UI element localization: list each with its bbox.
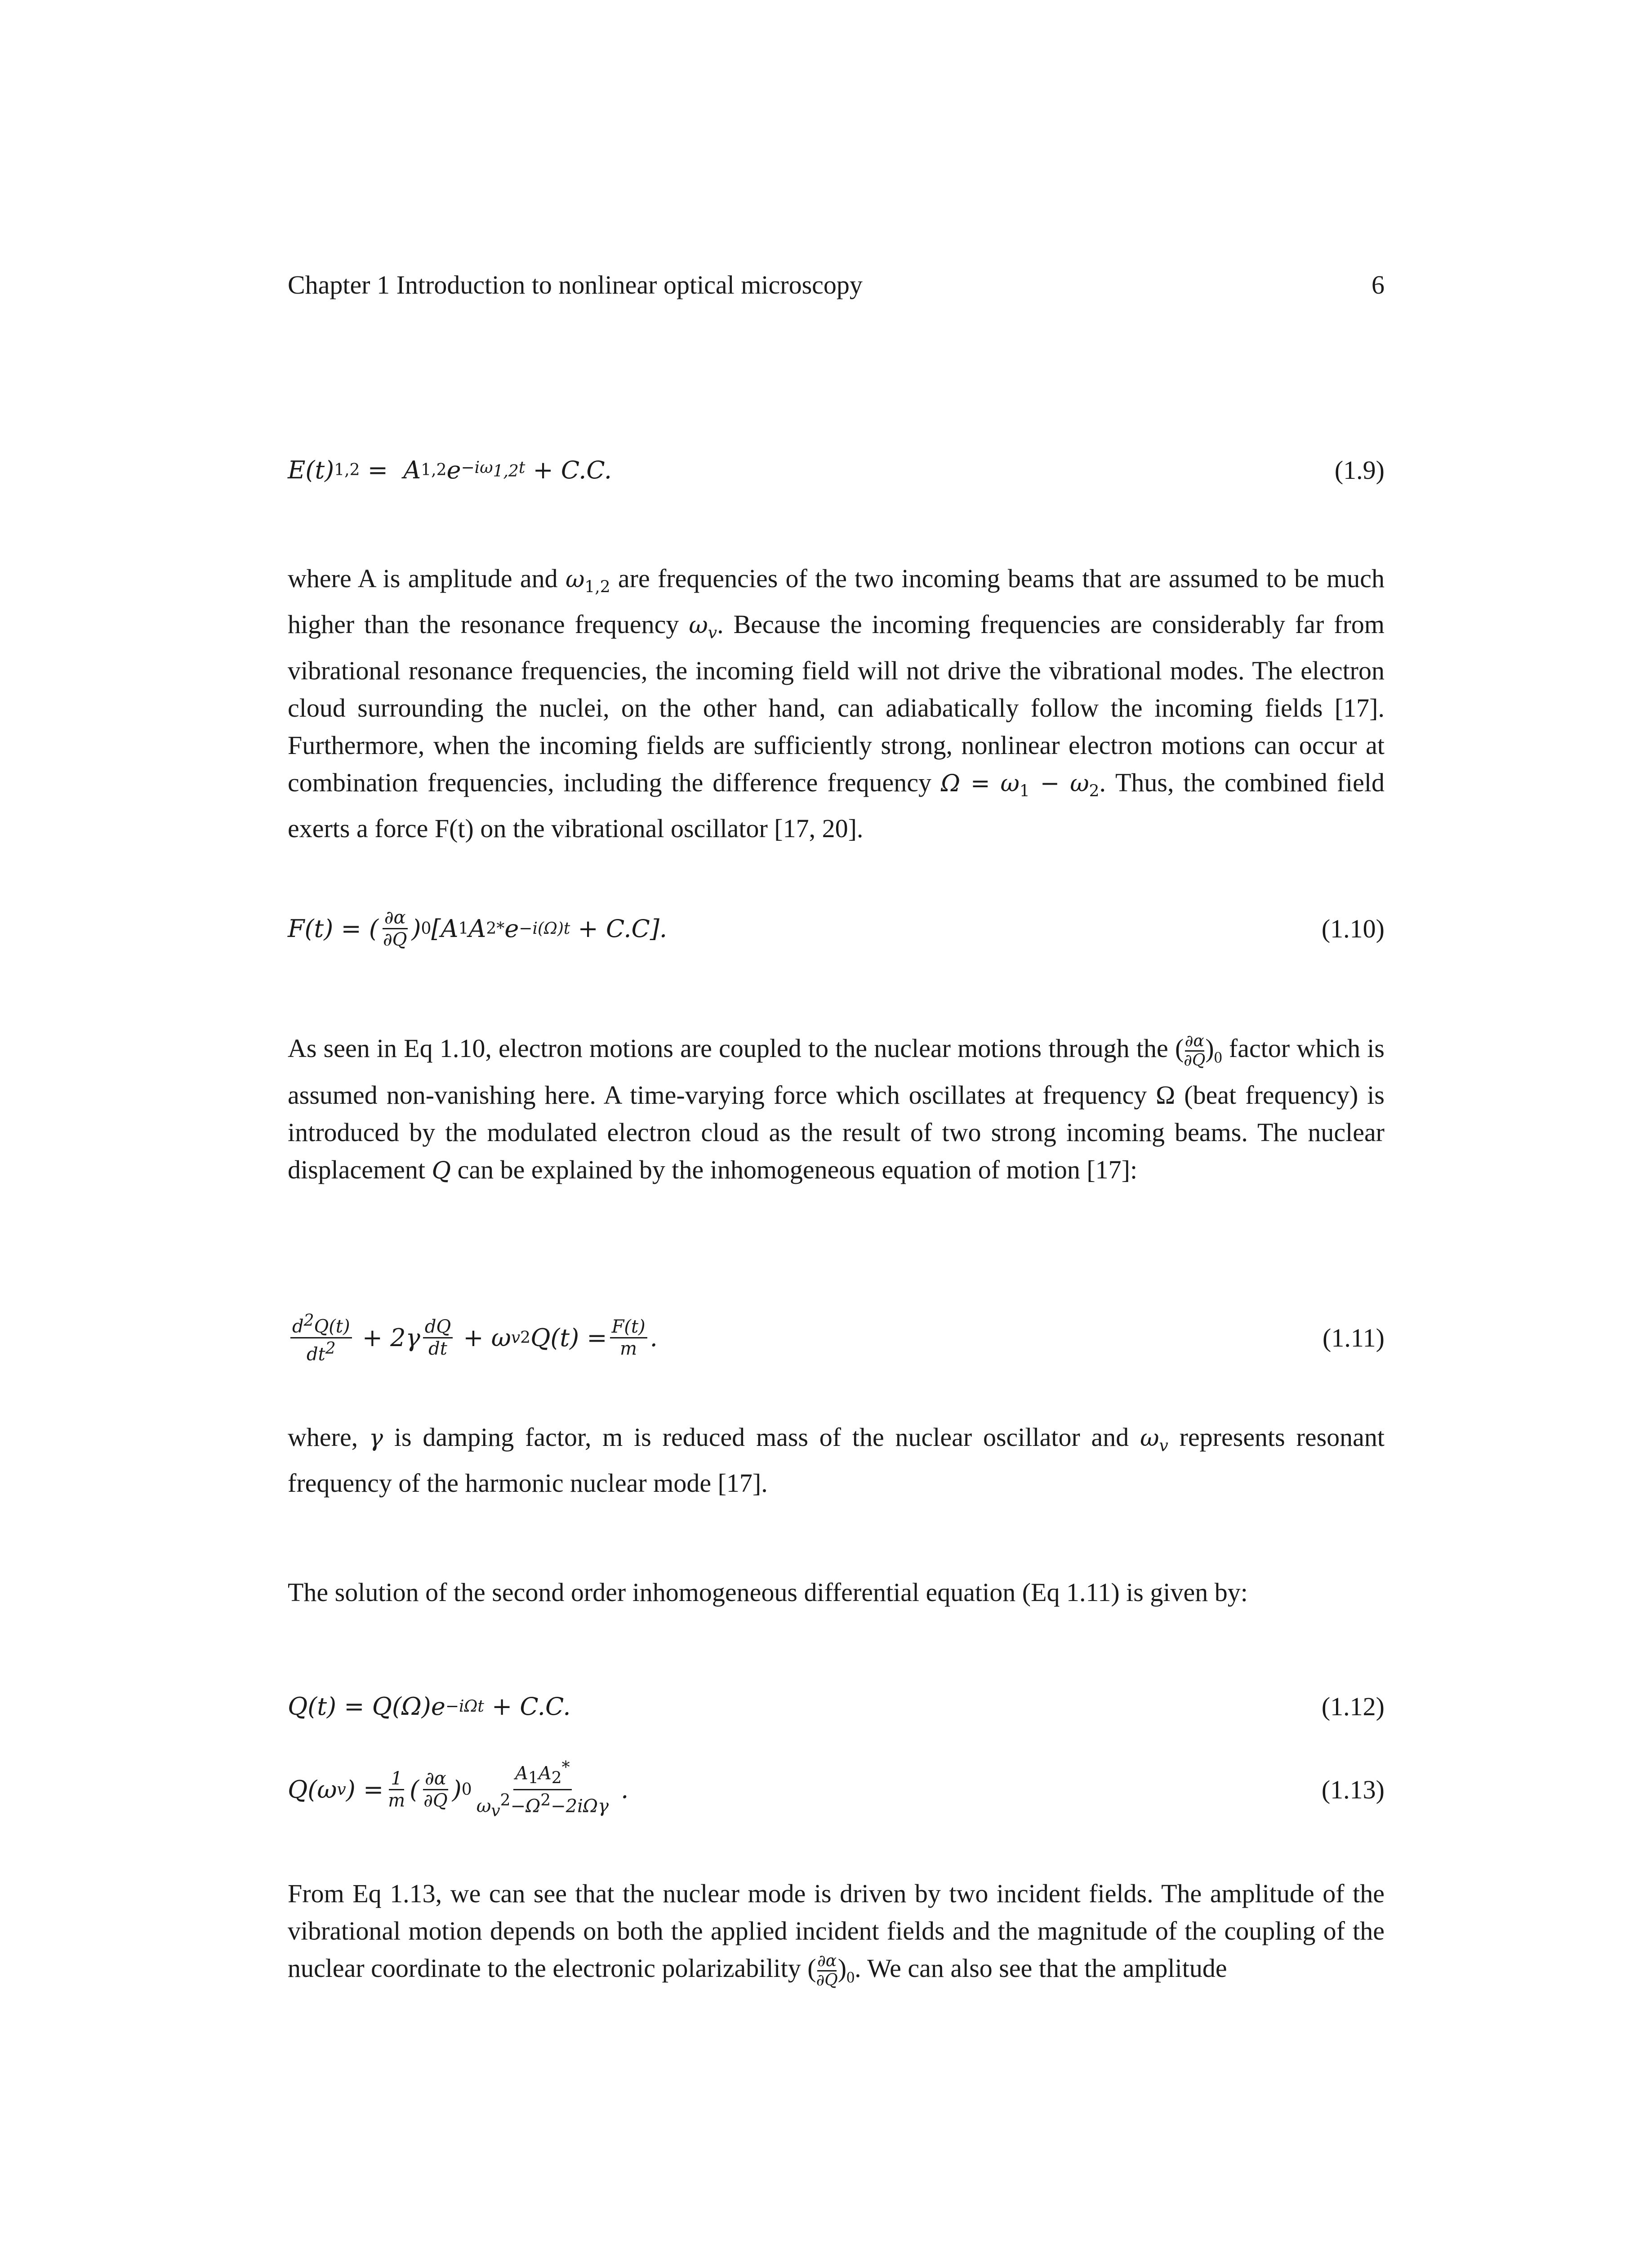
running-header xyxy=(288,270,1385,306)
equation-number: (1.11) xyxy=(1322,1323,1385,1352)
paragraph-text: factor which is assumed non-vanishing here. A time-varying force which oscillates at frequency Ω (beat frequency) is introduced by the modulated electron cloud as the result of two strong incoming beams. The nuclear displacement xyxy=(288,1034,1385,1184)
math-partial-alpha-q: $\frac{\partial\alpha}{\partial Q}$ xyxy=(1184,1032,1206,1070)
math-omega-v: $\omega_v$ xyxy=(689,612,717,642)
equation-1-13 xyxy=(288,1758,1385,1820)
math-q: Q xyxy=(432,1157,451,1184)
paragraph-text: . Thus, the combined field exerts a force F(t) on the vibrational oscillator [17, 20]. xyxy=(288,767,1385,843)
paragraph-solution xyxy=(288,1574,1385,1611)
equation-1-12-body: Q(t) = Q(Ω)e −iΩt + C.C. xyxy=(288,1692,571,1721)
equation-number: (1.12) xyxy=(1321,1691,1385,1721)
equation-1-11-body: $\frac{d^2Q(t)}{dt^2}$ + 2γ $\frac{dQ}{dt}$ + ω v 2 Q(t) = $\frac{F(t)}{m}$ . xyxy=(288,1311,658,1365)
equation-1-12 xyxy=(288,1679,1385,1733)
paragraph-text: As seen in Eq 1.10, electron motions are coupled to the nuclear motions through the xyxy=(288,1034,1175,1063)
paragraph-text: where, xyxy=(288,1423,369,1452)
paragraph-text: The solution of the second order inhomogeneous differential equation (Eq 1.11) is given by: xyxy=(288,1578,1248,1607)
paragraph-frequencies xyxy=(288,560,1385,847)
math-difference-frequency: $\Omega = \omega_1 - \omega_2$ xyxy=(940,770,1100,801)
paragraph-text: From Eq 1.13, we can see that the nuclear mode is driven by two incident fields. The amplitude of the vibrational motion depends on both the applied incident fields and the magnitude of the coupling of the nuclear coordinate to the electronic polarizability xyxy=(288,1879,1385,1983)
page-number: 6 xyxy=(1371,270,1385,299)
equation-1-11 xyxy=(288,1311,1385,1365)
equation-1-13-body: Q(ω v ) = $\frac{1}{m}$ ( $\frac{\partial\alpha}{\partial Q}$ ) 0 $\frac{A_1A_2^*}{\omega_v^2-\Omega^2-2i\Omega\gamma}$ . xyxy=(288,1758,629,1820)
paragraph-text: can be explained by the inhomogeneous equation of motion [17]: xyxy=(451,1155,1138,1184)
paragraph-text: represents resonant frequency of the harmonic nuclear mode [17]. xyxy=(288,1423,1385,1498)
math-partial-alpha-q: $\frac{\partial\alpha}{\partial Q}$ xyxy=(816,1952,838,1990)
math-omega-12: $\omega_{1,2}$ xyxy=(565,566,610,597)
paragraph-nuclear-mode: From Eq 1.13, we can see that the nuclear mode is driven by two incident fields. The amplitude of the vibrational motion depends on both the applied incident fields and the magnitude of the coupling of the nuclear coordinate to the electronic polarizability ( $\frac{\partial\alpha}{\partial Q}$ )$_0$. We can also see that the amplitude xyxy=(288,1879,1385,1990)
paragraph-damping xyxy=(288,1418,1385,1502)
equation-number: (1.10) xyxy=(1321,914,1385,943)
math-gamma: γ xyxy=(369,1425,383,1452)
math-omega-v: $\omega_v$ xyxy=(1140,1425,1168,1455)
equation-1-9 xyxy=(288,443,1385,497)
paragraph-text: . We can also see that the amplitude xyxy=(855,1954,1227,1983)
paragraph-text: are frequencies of the two incoming beams that are assumed to be much higher than the resonance frequency xyxy=(288,564,1385,639)
equation-number: (1.9) xyxy=(1334,455,1385,485)
paragraph-text: is damping factor, m is reduced mass of the nuclear oscillator and xyxy=(383,1423,1140,1452)
equation-1-10-body: F(t) = ( $\frac{\partial\alpha}{\partial Q}$ ) 0 [A 1 A 2 * e −i(Ω)t + C.C]. xyxy=(288,907,668,950)
equation-1-9-body: E(t) 1,2 = A 1,2 e $-i\omega_{1,2}t$ + C.C. xyxy=(288,455,612,484)
paragraph-text: where A is amplitude and xyxy=(288,564,566,593)
paragraph-text: . Because the incoming frequencies are considerably far from vibrational resonance frequencies, the incoming field will not drive the vibrational modes. The electron cloud surrounding the nuclei, on the other hand, can adiabatically follow the incoming fields [17]. Furthermore, when the incoming fields are sufficiently strong, nonlinear electron motions can occur at combination frequencies, including the difference frequency xyxy=(288,610,1385,797)
equation-number: (1.13) xyxy=(1321,1775,1385,1804)
chapter-title: Chapter 1 Introduction to nonlinear optical microscopy xyxy=(288,270,863,299)
equation-1-10 xyxy=(288,901,1385,955)
paragraph-coupling: As seen in Eq 1.10, electron motions are coupled to the nuclear motions through the ( $\frac{\partial\alpha}{\partial Q}$ )$_0$ factor which is assumed non-vanishing here. A time-varying force which oscillates at frequency Ω (beat frequency) is introduced by the modulated electron cloud as the result of two strong incoming beams. The nuclear displacement Q can be explained by the inhomogeneous equation of motion [17]: xyxy=(288,1032,1385,1184)
